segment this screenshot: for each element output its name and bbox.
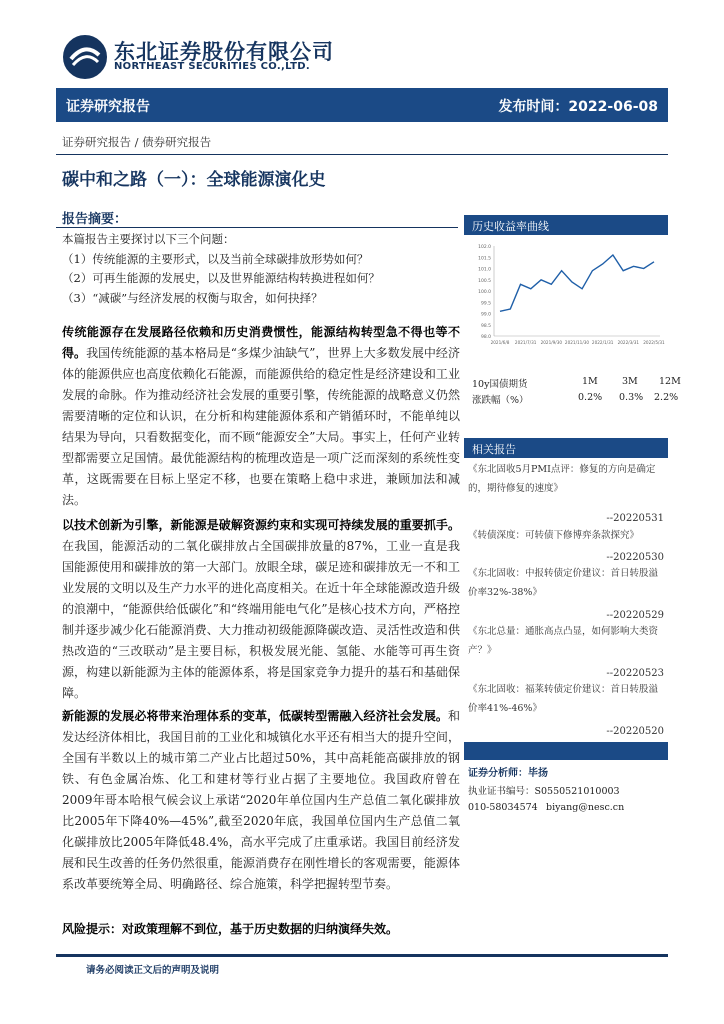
summary-divider <box>56 227 458 228</box>
related-reports-heading: 相关报告 <box>472 443 516 456</box>
x-tick-label: 2022/5/31 <box>643 340 665 345</box>
returns-table <box>464 376 681 408</box>
breadcrumb: 证券研究报告 / 债券研究报告 <box>62 135 212 149</box>
table-row <box>464 392 679 408</box>
banner-publish-date: 发布时间：2022-06-08 <box>498 99 658 115</box>
related-reports-bar <box>464 438 668 458</box>
analyst-cert: 执业证书编号：S0550521010003 <box>468 786 620 797</box>
table-cell: 12M <box>659 376 681 387</box>
report-date: --20220530 <box>606 552 664 563</box>
summary-paragraph-2 <box>62 515 460 704</box>
report-date: --20220520 <box>606 726 664 737</box>
y-tick-label: 100.0 <box>478 290 491 295</box>
analyst-info <box>468 766 664 816</box>
report-title-link[interactable]: 《东北固收：中报转债定价建议：首日转股溢价率32%-38%》 <box>468 568 659 598</box>
summary-heading: 报告摘要： <box>62 212 128 227</box>
table-cell: 10y国债期货 <box>472 379 528 390</box>
table-cell: 1M <box>582 376 598 387</box>
y-tick-label: 99.0 <box>480 312 491 318</box>
chart-title-bar <box>464 215 668 235</box>
paragraph-2-body: 在我国，能源活动的二氧化碳排放占全国碳排放量的87%，工业一直是我国能源使用和碳排放的第一大部门。放眼全球，碳足迹和碳排放无一不和工业发展的文明以及生产力水平的进化高度相关。在近十年全球能源改造升级的浪潮中，“能源供给低碳化”和“终端用能电气化”是核心技术方向，严格控制并逐步减少化石能源消费、大力推动初级能源降碳改造、灵活性改造和供热改造的“三改联动”是主要目标，积极发展光能、氢能、水能等可再生资源，构建以新能源为主体的能源体系，将是国家竞争力提升的基石和基础保障。 <box>62 539 460 700</box>
related-reports-list <box>468 460 664 738</box>
company-name-en: NORTHEAST SECURITIES CO.,LTD. <box>114 61 310 72</box>
summary-paragraph-1 <box>62 322 460 511</box>
y-tick-label: 98.0 <box>480 335 491 340</box>
report-date: --20220529 <box>606 610 664 621</box>
y-tick-label: 101.0 <box>478 267 491 273</box>
table-cell: 0.3% <box>619 392 644 403</box>
x-tick-label: 2021/9/30 <box>540 340 563 345</box>
analyst-email[interactable]: biyang@nesc.cn <box>546 802 625 813</box>
table-cell: 3M <box>622 376 638 387</box>
report-title-link[interactable]: 《东北固收5月PMI点评：修复的方向是确定的，期待修复的速度》 <box>468 464 656 494</box>
list-item[interactable] <box>468 680 664 722</box>
footer-disclaimer: 请务必阅读正文后的声明及说明 <box>86 965 220 976</box>
y-tick-label: 100.5 <box>478 278 491 284</box>
y-tick-label: 98.5 <box>480 323 491 329</box>
analyst-phone: 010-58034574 <box>468 802 538 813</box>
report-date: --20220531 <box>606 513 664 524</box>
intro-line: 本篇报告主要探讨以下三个问题： <box>62 232 235 246</box>
analyst-name: 证券分析师：毕扬 <box>468 768 548 779</box>
paragraph-3-body: 和发达经济体相比，我国目前的工业化和城镇化水平还有相当大的提升空间，全国有半数以上的城市第二产业占比超过50%，其中高耗能高碳排放的钢铁、有色金属冶炼、化工和建材等行业占据了主要地位。我国政府曾在2009年哥本哈根气候会议上承诺“2020年单位国内生产总值二氧化碳排放比2005年下降40%—45%”,截至2020年底，我国单位国内生产总值二氧化碳排放比2005年降低48.4%，高水平完成了庄重承诺。我国目前经济发展和民生改善的任务仍然很重，能源消费存在刚性增长的客观需要，能源体系改革要统筹全局、明确路径、综合施策，科学把握转型节奏。 <box>62 709 460 891</box>
x-tick-label: 2021/11/30 <box>564 340 590 345</box>
summary-paragraph-3 <box>62 706 460 895</box>
series-line <box>500 255 654 311</box>
intro-line: （3）“减碳”与经济发展的权衡与取舍，如何抉择？ <box>62 290 323 305</box>
table-cell: 0.2% <box>578 392 603 403</box>
table-row <box>464 376 681 392</box>
table-cell: 2.2% <box>654 392 679 403</box>
paragraph-1-lead: 传统能源存在发展路径依赖和历史消费惯性，能源结构转型急不得也等不得。 <box>62 325 460 360</box>
yield-curve-chart <box>464 238 668 350</box>
report-title-link[interactable]: 《东北固收：福莱转债定价建议：首日转股溢价率41%-46%》 <box>468 684 659 714</box>
table-cell: 涨跌幅（%） <box>472 395 529 406</box>
list-item[interactable] <box>468 622 664 664</box>
paragraph-3-lead: 新能源的发展必将带来治理体系的变革，低碳转型需融入经济社会发展。 <box>62 709 448 723</box>
x-tick-label: 2022/1/31 <box>591 340 614 345</box>
list-item[interactable] <box>468 460 664 509</box>
chart-title: 历史收益率曲线 <box>472 220 549 233</box>
report-title-link[interactable]: 《东北总量：通胀高点凸显，如何影响大类资产？》 <box>468 626 659 656</box>
y-tick-label: 101.5 <box>478 256 491 262</box>
x-tick-label: 2021/7/31 <box>514 340 537 345</box>
risk-warning: 风险提示：对政策理解不到位，基于历史数据的归纳演绎失效。 <box>62 922 399 936</box>
intro-line: （2）可再生能源的发展史，以及世界能源结构转换进程如何？ <box>62 271 380 285</box>
company-logo-icon <box>62 34 108 80</box>
analyst-bar <box>464 742 668 760</box>
list-item[interactable] <box>468 564 664 606</box>
company-name-cn: 东北证券股份有限公司 <box>114 40 334 64</box>
report-date: --20220523 <box>606 668 664 679</box>
page-title: 碳中和之路（一）：全球能源演化史 <box>62 170 326 190</box>
analyst-contact <box>468 800 664 816</box>
y-tick-label: 99.5 <box>480 301 491 307</box>
x-tick-label: 2022/3/31 <box>617 340 640 345</box>
summary-intro <box>62 230 380 308</box>
report-banner <box>56 88 668 122</box>
banner-report-type: 证券研究报告 <box>66 99 150 115</box>
intro-line: （1）传统能源的主要形式，以及当前全球碳排放形势如何？ <box>62 251 369 266</box>
paragraph-2-lead: 以技术创新为引擎，新能源是破解资源约束和实现可持续发展的重要抓手。 <box>62 518 460 532</box>
breadcrumb-divider <box>56 154 668 155</box>
x-tick-label: 2021/6/8 <box>490 340 510 345</box>
list-item[interactable] <box>468 526 664 548</box>
report-title-link[interactable]: 《转债深度：可转债下修博弈条款探究》 <box>468 530 640 541</box>
footer-divider <box>56 954 668 957</box>
paragraph-1-body: 我国传统能源的基本格局是“多煤少油缺气”，世界上大多数发展中经济体的能源供应也高度依赖化石能源，而能源供给的稳定性是经济建设和工业发展的命脉。作为推动经济社会发展的重要引擎，传统能源的战略意义仍然需要清晰的定位和认识，在分析和构建能源体系和产销循环时，不能单纯以结果为导向，只看数据变化，而不顾“能源安全”大局。事实上，任何产业转型都需要立足国情。最优能源结构的梳理改造是一项广泛而深刻的系统性变革，这既需要在目标上坚定不移，也要在策略上稳中求进，兼顾加法和减法。 <box>62 346 460 507</box>
y-tick-label: 102.0 <box>478 245 491 250</box>
